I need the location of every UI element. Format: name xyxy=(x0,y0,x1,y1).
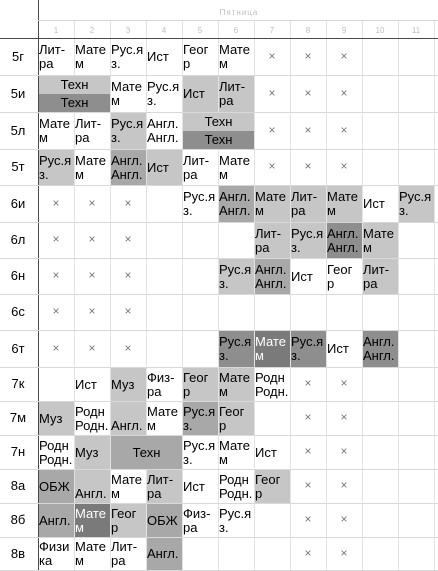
column-number: 11 xyxy=(411,26,421,35)
class-label: 8б xyxy=(10,512,26,527)
lesson-cell[interactable] xyxy=(147,368,182,401)
lesson-cell[interactable] xyxy=(255,259,290,294)
lesson-subject: Техн xyxy=(132,445,161,460)
lesson-subject: Родн Родн. xyxy=(75,403,109,433)
empty-slot-mark: × xyxy=(340,512,348,526)
lesson-cell[interactable] xyxy=(75,368,110,401)
row-divider xyxy=(0,294,438,295)
lesson-cell[interactable] xyxy=(363,223,398,258)
lesson-subject: Мате м xyxy=(219,369,250,399)
column-number: 3 xyxy=(125,26,131,35)
class-label: 6с xyxy=(11,304,25,319)
lesson-subject: Геог р xyxy=(327,261,353,291)
empty-slot-mark: × xyxy=(88,268,96,282)
empty-slot-mark: × xyxy=(340,85,348,100)
lesson-cell[interactable] xyxy=(183,39,218,75)
lesson-cell[interactable] xyxy=(183,186,218,222)
empty-slot-mark: × xyxy=(268,159,276,173)
lesson-cell[interactable] xyxy=(219,186,254,222)
lesson-cell[interactable] xyxy=(327,331,362,367)
lesson-subject: Физ- ра xyxy=(147,369,175,399)
lesson-subject: Лит- ра xyxy=(111,539,138,568)
lesson-cell[interactable] xyxy=(111,436,182,469)
lesson-cell[interactable] xyxy=(255,470,290,503)
class-label: 8в xyxy=(10,545,26,561)
lesson-cell[interactable] xyxy=(147,538,182,570)
empty-slot-mark: × xyxy=(340,122,348,137)
empty-slot-mark: × xyxy=(340,545,348,560)
lesson-cell[interactable] xyxy=(75,402,110,435)
lesson-cell[interactable] xyxy=(111,368,146,401)
lesson-cell[interactable] xyxy=(363,331,398,367)
lesson-subject: Ист xyxy=(183,479,205,494)
lesson-cell[interactable] xyxy=(219,150,254,185)
lesson-cell[interactable] xyxy=(75,150,110,185)
empty-slot-mark: × xyxy=(340,159,348,173)
lesson-subject: Ист xyxy=(255,445,277,460)
empty-slot-mark: × xyxy=(340,478,348,492)
empty-slot-mark: × xyxy=(52,304,60,318)
empty-slot-mark: × xyxy=(268,85,276,100)
lesson-subject: Рус.я з. xyxy=(291,225,324,255)
lesson-subject: Физ- ра xyxy=(183,505,211,535)
lesson-subject: Рус.я з. xyxy=(183,189,216,218)
column-number: 7 xyxy=(269,26,275,35)
empty-slot-mark: × xyxy=(88,195,96,210)
lesson-subject: Ист xyxy=(327,341,349,356)
lesson-subject: Англ. xyxy=(111,417,143,433)
lesson-subject: Лит- ра xyxy=(39,42,66,71)
lesson-cell[interactable] xyxy=(111,504,146,537)
lesson-cell[interactable] xyxy=(39,150,74,185)
lesson-subject: Лит- ра xyxy=(219,79,246,108)
lesson-cell[interactable] xyxy=(111,538,146,570)
class-label: 5и xyxy=(10,85,26,101)
header-divider xyxy=(38,20,438,21)
lesson-cell[interactable] xyxy=(327,259,362,294)
class-label: 5г xyxy=(12,48,24,64)
lesson-cell[interactable] xyxy=(219,402,254,435)
column-number: 4 xyxy=(161,26,167,35)
lesson-cell[interactable] xyxy=(75,113,110,149)
lesson-cell[interactable] xyxy=(111,76,146,112)
lesson-cell[interactable] xyxy=(39,76,110,112)
empty-slot-mark: × xyxy=(52,268,60,282)
lesson-subject: Мате м xyxy=(111,471,142,501)
lesson-subject: Англ. Англ. xyxy=(147,116,179,145)
empty-slot-mark: × xyxy=(304,159,312,173)
lesson-subject: Рус.я з. xyxy=(399,189,432,218)
lesson-cell[interactable] xyxy=(255,368,290,401)
lesson-subject: Геог р xyxy=(255,471,281,501)
lesson-subject: Англ. Англ. xyxy=(111,152,143,182)
lesson-cell[interactable] xyxy=(39,470,74,503)
column-number: 10 xyxy=(375,26,385,35)
lesson-cell[interactable] xyxy=(147,470,182,503)
class-label: 5л xyxy=(10,122,26,138)
lesson-subject: Англ. xyxy=(75,485,107,501)
lesson-subject: Рус.я з. xyxy=(291,334,324,363)
column-divider xyxy=(362,20,363,570)
class-label: 7м xyxy=(9,410,27,425)
lesson-subject: ОБЖ xyxy=(39,479,70,494)
lesson-subject: Англ. Англ. xyxy=(327,225,359,255)
lesson-subject: Родн Родн. xyxy=(39,437,73,467)
class-label: 7к xyxy=(11,376,25,391)
lesson-subject: Техн xyxy=(204,114,233,129)
empty-slot-mark: × xyxy=(304,444,312,458)
lesson-subject: Родн Родн. xyxy=(255,369,289,399)
lesson-subject: Лит- ра xyxy=(75,116,102,145)
lesson-cell[interactable] xyxy=(219,368,254,401)
lesson-cell[interactable] xyxy=(255,331,290,367)
lesson-subject: Муз xyxy=(75,445,99,460)
class-label: 7н xyxy=(10,444,26,459)
lesson-subject: Мате м xyxy=(111,79,142,108)
lesson-subject: Мате м xyxy=(75,152,106,182)
column-number: 8 xyxy=(305,26,311,35)
lesson-cell[interactable] xyxy=(291,331,326,367)
lesson-subject: Мате м xyxy=(255,189,286,218)
lesson-cell[interactable] xyxy=(75,39,110,75)
lesson-subject: Мате м xyxy=(75,505,106,535)
lesson-cell[interactable] xyxy=(75,538,110,570)
lesson-cell[interactable] xyxy=(363,186,398,222)
lesson-subject: Геог р xyxy=(183,369,209,399)
lesson-cell[interactable] xyxy=(75,470,110,503)
empty-slot-mark: × xyxy=(124,340,132,355)
lesson-cell[interactable] xyxy=(219,39,254,75)
lesson-subject: Ист xyxy=(75,377,97,392)
lesson-cell[interactable] xyxy=(219,76,254,112)
lesson-cell[interactable] xyxy=(183,113,254,149)
lesson-cell[interactable] xyxy=(219,331,254,367)
class-label: 5т xyxy=(11,159,25,174)
empty-slot-mark: × xyxy=(340,444,348,458)
lesson-subject: Мате м xyxy=(255,334,286,363)
empty-slot-mark: × xyxy=(304,376,312,390)
lesson-cell[interactable] xyxy=(219,436,254,469)
lesson-cell[interactable] xyxy=(111,113,146,149)
lesson-subject: Физи ка xyxy=(39,539,70,568)
column-divider xyxy=(434,20,435,570)
class-label: 6л xyxy=(10,232,26,247)
lesson-subject: Рус.я з. xyxy=(111,116,144,145)
class-label: 6н xyxy=(10,268,26,283)
lesson-cell[interactable] xyxy=(147,402,182,435)
empty-slot-mark: × xyxy=(304,410,312,424)
lesson-cell[interactable] xyxy=(255,223,290,258)
day-header: Пятница xyxy=(219,8,259,17)
empty-slot-mark: × xyxy=(304,122,312,137)
lesson-subject: Мате м xyxy=(39,116,70,145)
lesson-cell[interactable] xyxy=(147,150,182,185)
empty-slot-mark: × xyxy=(88,232,96,246)
lesson-subject: Ист xyxy=(291,269,313,284)
column-divider xyxy=(398,20,399,570)
empty-slot-mark: × xyxy=(124,232,132,246)
empty-slot-mark: × xyxy=(52,232,60,246)
lesson-subject: Англ. Англ. xyxy=(363,334,395,363)
lesson-cell[interactable] xyxy=(111,39,146,75)
lesson-subject: Техн xyxy=(60,77,89,92)
empty-slot-mark: × xyxy=(52,195,60,210)
lesson-subject: Мате м xyxy=(75,42,106,71)
empty-slot-mark: × xyxy=(304,85,312,100)
lesson-cell[interactable] xyxy=(39,504,74,537)
column-number: 1 xyxy=(53,26,59,35)
lesson-subject: Англ. Англ. xyxy=(219,189,251,218)
empty-slot-mark: × xyxy=(124,268,132,282)
lesson-subject: Рус.я з. xyxy=(219,505,252,535)
class-label: 6и xyxy=(10,195,26,211)
lesson-subject: Ист xyxy=(363,196,385,211)
lesson-cell[interactable] xyxy=(39,436,74,469)
lesson-subject: Геог р xyxy=(219,403,245,433)
column-number: 6 xyxy=(233,26,239,35)
lesson-cell[interactable] xyxy=(39,538,74,570)
lesson-subject: Англ. xyxy=(147,546,179,561)
lesson-subject: Рус.я з. xyxy=(183,403,216,433)
lesson-subject: Рус.я з. xyxy=(219,334,252,363)
empty-slot-mark: × xyxy=(304,478,312,492)
lesson-subject: Мате м xyxy=(363,225,394,255)
empty-slot-mark: × xyxy=(88,304,96,318)
lesson-subject: Лит- ра xyxy=(183,152,210,182)
lesson-cell[interactable] xyxy=(183,504,218,537)
lesson-cell[interactable] xyxy=(399,186,434,222)
lesson-subject: Мате м xyxy=(75,539,106,568)
empty-slot-mark: × xyxy=(340,410,348,424)
lesson-cell[interactable] xyxy=(183,76,218,112)
lesson-subject: Мате м xyxy=(147,403,178,433)
lesson-subject: Муз xyxy=(111,377,135,392)
lesson-subject: Рус.я з. xyxy=(219,261,252,291)
empty-slot-mark: × xyxy=(340,376,348,390)
lesson-subject: Лит- ра xyxy=(255,225,282,255)
class-label: 8а xyxy=(10,478,26,493)
lesson-subject: Мате м xyxy=(219,152,250,182)
lesson-subject: Рус.я з. xyxy=(111,42,144,71)
lesson-cell[interactable] xyxy=(39,39,74,75)
lesson-subject: Рус.я з. xyxy=(147,79,180,108)
lesson-cell[interactable] xyxy=(111,150,146,185)
empty-slot-mark: × xyxy=(268,122,276,137)
class-label: 6т xyxy=(11,340,25,356)
empty-slot-mark: × xyxy=(52,340,60,355)
column-number: 2 xyxy=(89,26,95,35)
lesson-cell[interactable] xyxy=(147,76,182,112)
lesson-subject: Муз xyxy=(39,411,63,426)
empty-slot-mark: × xyxy=(268,48,276,63)
lesson-cell[interactable] xyxy=(291,259,326,294)
lesson-cell[interactable] xyxy=(327,223,362,258)
lesson-cell[interactable] xyxy=(111,402,146,435)
lesson-cell[interactable] xyxy=(147,113,182,149)
lesson-cell[interactable] xyxy=(147,39,182,75)
lesson-cell[interactable] xyxy=(219,470,254,503)
lesson-subject: Рус.я з. xyxy=(183,437,216,467)
lesson-subject: Англ. Англ. xyxy=(255,261,287,291)
lesson-cell[interactable] xyxy=(183,436,218,469)
lesson-cell[interactable] xyxy=(219,504,254,537)
column-number: 5 xyxy=(197,26,203,35)
lesson-cell[interactable] xyxy=(219,259,254,294)
lesson-cell[interactable] xyxy=(183,470,218,503)
lesson-subject-group2: Техн xyxy=(39,94,110,112)
empty-slot-mark: × xyxy=(88,340,96,355)
lesson-cell[interactable] xyxy=(183,150,218,185)
empty-slot-mark: × xyxy=(124,304,132,318)
lesson-subject: Геог р xyxy=(183,42,209,71)
empty-slot-mark: × xyxy=(304,545,312,560)
lesson-cell[interactable] xyxy=(183,402,218,435)
lesson-subject: Лит- ра xyxy=(363,261,390,291)
lesson-subject: Родн Родн. xyxy=(219,471,253,501)
lesson-subject: Мате м xyxy=(219,42,250,71)
lesson-subject: Мате м xyxy=(327,189,358,218)
lesson-cell[interactable] xyxy=(255,436,290,469)
lesson-subject: Мате м xyxy=(219,437,250,467)
lesson-subject: Лит- ра xyxy=(147,471,174,501)
lesson-cell[interactable] xyxy=(111,470,146,503)
lesson-cell[interactable] xyxy=(75,436,110,469)
lesson-cell[interactable] xyxy=(327,186,362,222)
lesson-subject: Англ. xyxy=(39,513,71,528)
lesson-subject: Рус.я з. xyxy=(39,152,72,182)
lesson-subject: Геог р xyxy=(111,505,137,535)
lesson-subject: Лит- ра xyxy=(291,189,318,218)
empty-slot-mark: × xyxy=(304,512,312,526)
empty-slot-mark: × xyxy=(340,48,348,63)
lesson-cell[interactable] xyxy=(147,504,182,537)
lesson-cell[interactable] xyxy=(39,402,74,435)
lesson-subject: Ист xyxy=(183,86,205,101)
empty-slot-mark: × xyxy=(124,195,132,210)
lesson-cell[interactable] xyxy=(75,504,110,537)
lesson-cell[interactable] xyxy=(291,223,326,258)
empty-slot-mark: × xyxy=(304,48,312,63)
lesson-subject-group2: Техн xyxy=(183,131,254,149)
lesson-subject: ОБЖ xyxy=(147,513,178,528)
column-number: 9 xyxy=(341,26,347,35)
lesson-subject: Ист xyxy=(147,160,169,175)
lesson-subject: Ист xyxy=(147,49,169,64)
lesson-cell[interactable] xyxy=(39,113,74,149)
lesson-cell[interactable] xyxy=(291,186,326,222)
lesson-cell[interactable] xyxy=(183,368,218,401)
lesson-cell[interactable] xyxy=(255,186,290,222)
lesson-cell[interactable] xyxy=(363,259,398,294)
